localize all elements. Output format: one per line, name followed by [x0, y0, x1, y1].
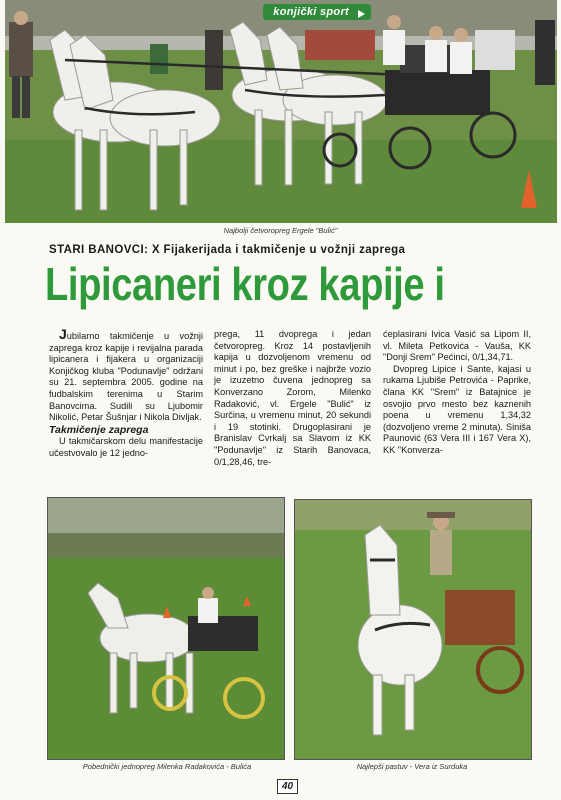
- top-photo-caption: Najbolji četvoropreg Ergele "Bulić": [223, 226, 338, 235]
- top-photo-four-in-hand: [5, 0, 557, 223]
- paragraph: [49, 326, 203, 424]
- photo-right-caption: Najlepši pastuv - Vera iz Surduka: [356, 762, 468, 771]
- paragraph-text: ubilarno takmičenje u vožnji zaprega kroz kapije i revijalna parada lipicanera i fijakera u organizaciji Konjičkog kluba "Podunavlje" održani su 21. septembra 2005. godine na fudbalskim terenima u Starim Banovcima. Sudili su Ljubomir Nikolić, Petar Šušnjar i Nikola Divljak.: [49, 331, 203, 423]
- paragraph: Dvopreg Lipice i Sante, kajasi u rukama Ljubiše Petrovića - Paprike, člana KK "Srem" iz Batajnice je osvojio prvo mesto bez kaznenih poena u vremenu 1,34,32 (dozvoljeno vreme 2 minuta). Siniša Paunović (63 Vera III i 167 Vera X), KK "Konverza-: [383, 363, 531, 455]
- subheading: Takmičenje zaprega: [49, 423, 149, 436]
- article-headline: Lipicaneri kroz kapije i: [45, 258, 445, 310]
- article-column-3: [383, 329, 531, 457]
- photo-left-caption: Pobednički jednopreg Milenka Radakovića - Bulića: [82, 762, 252, 771]
- paragraph: U takmičarskom delu manifestacije učestvovalo je 12 jedno-: [49, 436, 203, 458]
- article-kicker: STARI BANOVCI: X Fijakerijada i takmičenje u vožnji zaprega: [49, 244, 406, 256]
- photo-winning-single-horse: [47, 497, 285, 760]
- article-column-2: [214, 329, 371, 468]
- paragraph: prega, 11 dvoprega i jedan četvoropreg. Kroz 14 postavljenih kapija u dozvoljenom vremenu od minut i po, bez greške i najbrže vozio je izuzetno čuvena jednopreg sa Konverzano Zorom, Milenko Radaković, vl. Ergele "Bulić" iz Surčina, u vremenu minut, 20 sekundi i 19 stotinki. Drugoplasirani je Branislav Cvrkalj sa Slavom iz KK "Podunavlje" iz Starih Banovaca, 0/1,28,46, tre-: [214, 329, 371, 467]
- drop-cap: J: [59, 326, 67, 342]
- section-tag: konjički sport: [263, 4, 371, 20]
- paragraph: ćeplasirani Ivica Vasić sa Lipom II, vl. Mileta Petkovića - Vauša, KK "Donji Srem" Pećinci, 0/1,34,71.: [383, 329, 531, 363]
- photo-stallion-vera: [294, 499, 532, 760]
- page-number: 40: [277, 779, 298, 794]
- article-column-1: [49, 326, 203, 460]
